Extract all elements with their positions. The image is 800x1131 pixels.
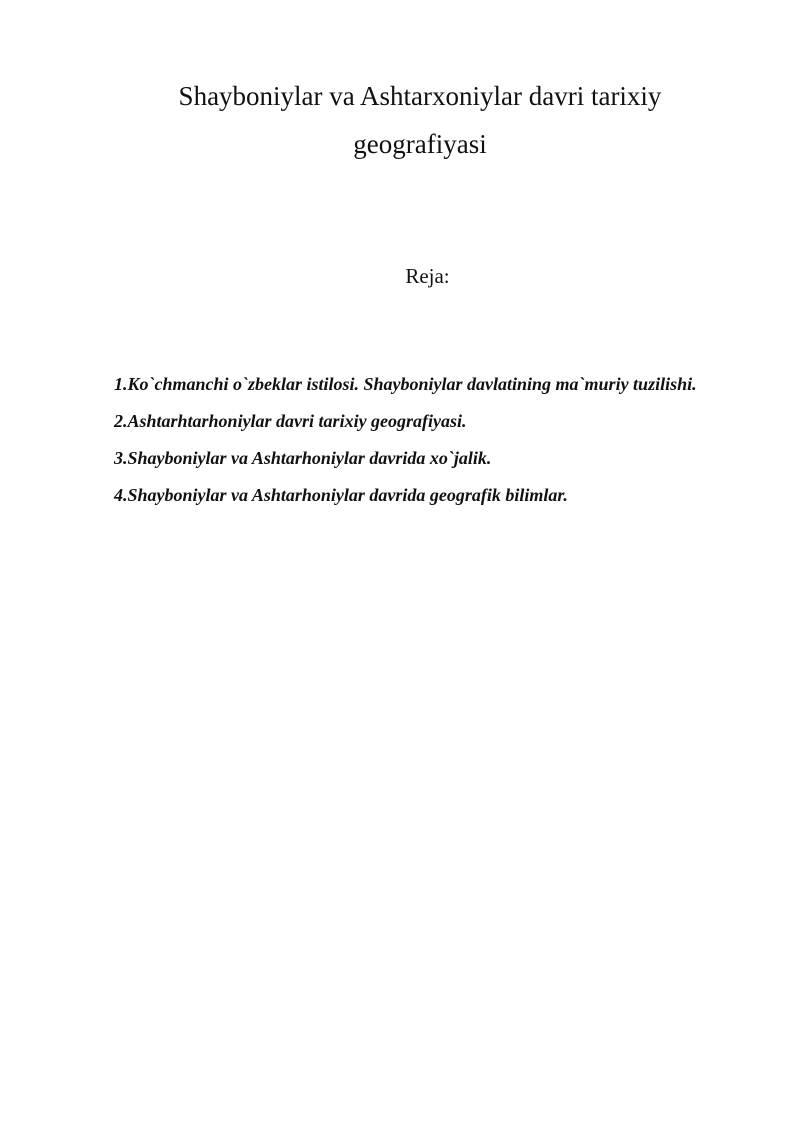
document-title (110, 72, 730, 168)
plan-list (114, 366, 734, 514)
title-line-2: geografiyasi (353, 129, 487, 159)
plan-item: 1.Ko`chmanchi o`zbeklar istilosi. Shayboniylar davlatining ma`muriy tuzilishi. (114, 374, 697, 394)
plan-item: 3.Shayboniylar va Ashtarhoniylar davrida xo`jalik. (114, 448, 492, 468)
plan-heading: Reja: (405, 264, 450, 288)
plan-item: 2.Ashtarhtarhoniylar davri tarixiy geografiyasi. (114, 411, 467, 431)
plan-item: 4.Shayboniylar va Ashtarhoniylar davrida geografik bilimlar. (114, 485, 568, 505)
title-line-1: Shayboniylar va Ashtarxoniylar davri tarixiy (178, 81, 662, 111)
